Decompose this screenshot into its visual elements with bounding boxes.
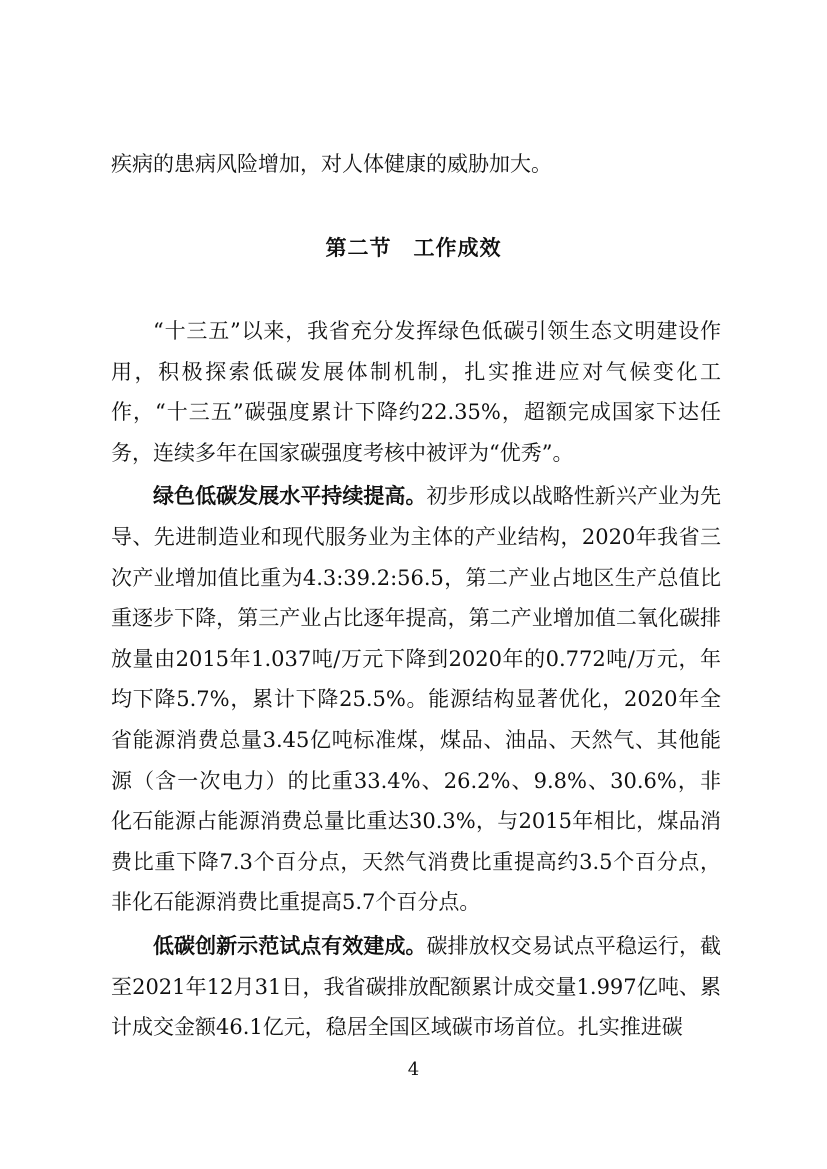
paragraph-intro <box>111 311 721 473</box>
paragraph-lead-heading: 低碳创新示范试点有效建成。 <box>153 933 427 958</box>
paragraph-lead-heading: 绿色低碳发展水平持续提高。 <box>153 484 427 509</box>
paragraph-text: 初步形成以战略性新兴产业为先导、先进制造业和现代服务业为主体的产业结构，2020年我省三次产业增加值比重为4.3:39.2:56.5，第二产业占地区生产总值比重逐步下降，第三产业占比逐年提高，第二产业增加值二氧化碳排放量由2015年1.037吨/万元下降到2020年的0.772吨/万元，年均下降5.7%，累计下降25.5%。能源结构显著优化，2020年全省能源消费总量3.45亿吨标准煤，煤品、油品、天然气、其他能源（含一次电力）的比重33.4%、26.2%、9.8%、30.6%，非化石能源占能源消费总量比重达30.3%，与2015年相比，煤品消费比重下降7.3个百分点，天然气消费比重提高约3.5个百分点，非化石能源消费比重提高5.7个百分点。 <box>111 484 721 915</box>
body-text <box>111 311 721 1051</box>
paragraph-text: “十三五”以来，我省充分发挥绿色低碳引领生态文明建设作用，积极探索低碳发展体制机制，扎实推进应对气候变化工作，“十三五”碳强度累计下降约22.35%，超额完成国家下达任务，连续多年在国家碳强度考核中被评为“优秀”。 <box>111 319 721 465</box>
section-number: 第二节 <box>325 236 392 260</box>
continued-paragraph: 疾病的患病风险增加，对人体健康的威胁加大。 <box>111 152 552 176</box>
paragraph-pilot-demonstration <box>111 926 721 1048</box>
paragraph-green-lowcarbon <box>111 476 721 923</box>
section-title: 工作成效 <box>413 236 502 260</box>
paragraph-text: 碳排放权交易试点平稳运行，截至2021年12月31日，我省碳排放配额累计成交量1.997亿吨、累计成交金额46.1亿元，稳居全国区域碳市场首位。扎实推进碳 <box>111 933 721 1040</box>
page-number: 4 <box>407 1059 420 1080</box>
section-heading <box>0 228 827 268</box>
